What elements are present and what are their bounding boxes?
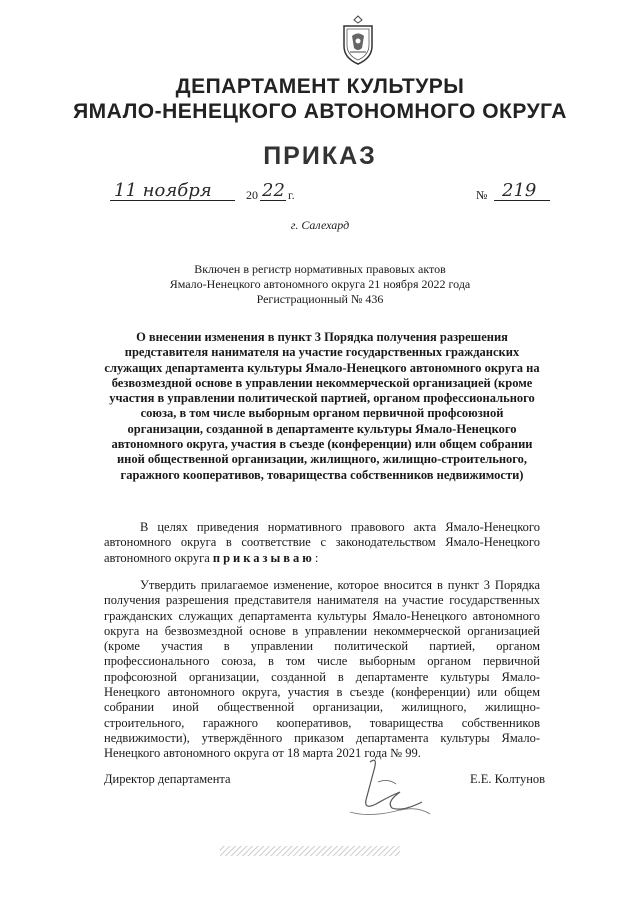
department-name-line2: ЯМАЛО-НЕНЕЦКОГО АВТОНОМНОГО ОКРУГА <box>73 100 567 123</box>
city-line: г. Салехард <box>290 218 350 232</box>
main-paragraph: Утвердить прилагаемое изменение, которое вносится в пункт 3 Порядка получения разрешения представителя нанимателя на участие государственных гражданских служащих департамента культуры Ямало-Ненецкого автономного округа на безвозмездной основе в управлении некоммерческой организацией (кроме участия в управлении политической партией, органом профессионального союза, в том числе выборным органом первичной профсоюзной организации, созданной в департаменте культуры Ямало-Ненецкого автономного округа, участия в съезде (конференции) или общем собрании иной общественной организации, жилищного, жилищно-строительного, гаражного кооперативов, товарищества собственников недвижимости), утверждённого приказом департамента культуры Ямало-Ненецкого автономного округа от 18 марта 2021 года № 99. <box>104 578 540 761</box>
handwritten-year: 22 <box>262 180 285 201</box>
order-keyword: приказываю <box>212 550 315 565</box>
handwritten-number: 219 <box>502 180 537 201</box>
registration-line3: Регистрационный № 436 <box>256 292 384 306</box>
date-number-line <box>110 180 550 208</box>
signatory-position: Директор департамента <box>104 772 231 786</box>
number-mark: № <box>476 188 488 202</box>
handwritten-date: 11 ноября <box>114 180 212 201</box>
signatory-name: Е.Е. Колтунов <box>470 772 546 786</box>
registration-line1: Включен в регистр нормативных правовых актов <box>194 262 446 276</box>
handwritten-signature <box>330 752 440 842</box>
registration-line2: Ямало-Ненецкого автономного округа 21 ноября 2022 года <box>169 277 471 291</box>
document-type-heading: ПРИКАЗ <box>263 142 377 170</box>
preamble-end: : <box>314 550 319 565</box>
preamble-text: В целях приведения нормативного правового акта Ямало-Ненецкого автономного округа в соответствие с законодательством Ямало-Ненецкого автономного округа <box>104 520 540 565</box>
coat-of-arms-icon <box>338 14 378 66</box>
registration-note <box>0 262 640 307</box>
preamble-paragraph <box>104 520 540 566</box>
electronic-signature-stamp-icon <box>220 844 400 858</box>
year-prefix: 20 <box>246 188 258 202</box>
order-title: О внесении изменения в пункт 3 Порядка получения разрешения представителя нанимателя на участие государственных гражданских служащих департамента культуры Ямало-Ненецкого автономного округа на безвозмездной основе в управлении некоммерческой организацией (кроме участия в управлении политической партией, органом профессионального союза, в том числе выборным органом первичной профсоюзной организации, созданной в департаменте культуры Ямало-Ненецкого автономного округа, участия в съезде (конференции) или общем собрании иной общественной организации, жилищного, жилищно-строительного, гаражного кооперативов, товарищества собственников недвижимости) <box>104 330 540 482</box>
year-mark: г. <box>288 188 295 202</box>
department-name-line1: ДЕПАРТАМЕНТ КУЛЬТУРЫ <box>175 75 465 98</box>
